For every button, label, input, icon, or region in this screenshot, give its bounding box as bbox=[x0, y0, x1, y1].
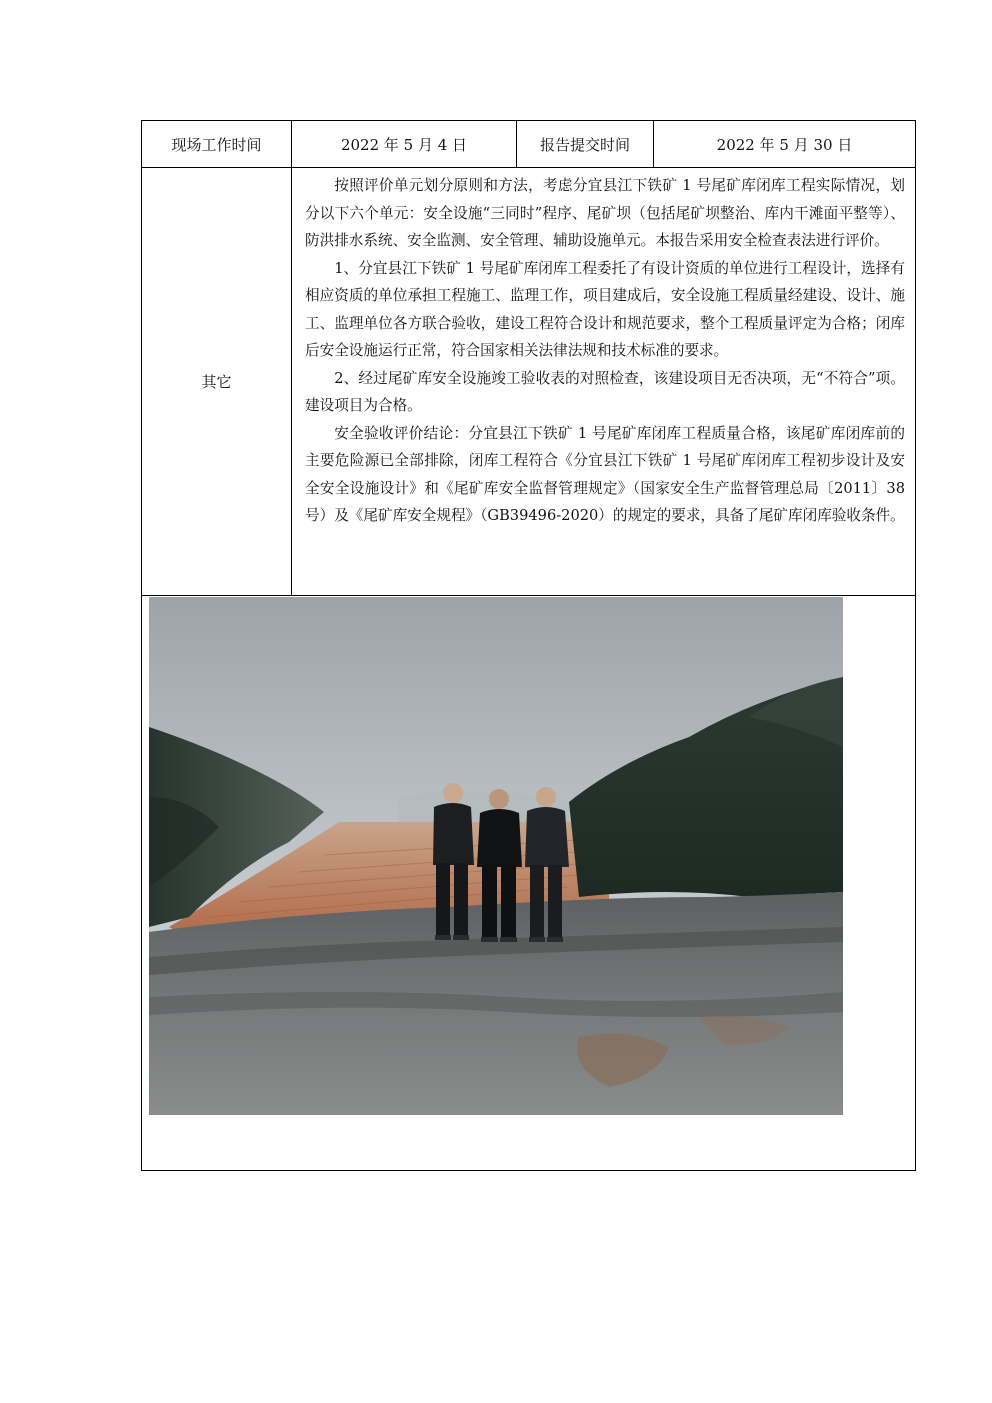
onsite-time-value: 2022 年 5 月 4 日 bbox=[292, 121, 517, 167]
onsite-time-label: 现场工作时间 bbox=[142, 121, 292, 167]
time-row bbox=[142, 121, 915, 168]
other-content bbox=[293, 168, 915, 595]
paragraph-conclusion: 安全验收评价结论：分宜县江下铁矿 1 号尾矿库闭库工程质量合格，该尾矿库闭库前的主要危险源已全部排除，闭库工程符合《分宜县江下铁矿 1 号尾矿库闭库工程初步设计及安全安全设施设计》和《尾矿库安全监督管理规定》（国家安全生产监督管理总局〔2011〕38 号）及《尾矿库安全规程》（GB39496-2020）的规定的要求，具备了尾矿库闭库验收条件。 bbox=[305, 424, 905, 524]
submit-time-label: 报告提交时间 bbox=[517, 121, 654, 167]
submit-time-value: 2022 年 5 月 30 日 bbox=[716, 135, 853, 154]
site-photo-illustration bbox=[149, 597, 843, 1115]
paragraph-item-2: 2、经过尾矿库安全设施竣工验收表的对照检查，该建设项目无否决项，无“不符合”项。建设项目为合格。 bbox=[305, 369, 905, 414]
photo-row bbox=[142, 596, 915, 1170]
other-label: 其它 bbox=[142, 168, 292, 595]
report-table bbox=[141, 120, 916, 1171]
site-photo bbox=[149, 597, 843, 1115]
paragraph-item-1: 1、分宜县江下铁矿 1 号尾矿库闭库工程委托了有设计资质的单位进行工程设计，选择有相应资质的单位承担工程施工、监理工作，项目建成后，安全设施工程质量经建设、设计、施工、监理单位各方联合验收，建设工程符合设计和规范要求，整个工程质量评定为合格；闭库后安全设施运行正常，符合国家相关法律法规和技术标准的要求。 bbox=[305, 259, 905, 359]
other-row bbox=[142, 168, 915, 596]
paragraph-units: 按照评价单元划分原则和方法，考虑分宜县江下铁矿 1 号尾矿库闭库工程实际情况，划分以下六个单元：安全设施“三同时”程序、尾矿坝（包括尾矿坝整治、库内干滩面平整等）、防洪排水系统、安全监测、安全管理、辅助设施单元。本报告采用安全检查表法进行评价。 bbox=[305, 177, 905, 249]
